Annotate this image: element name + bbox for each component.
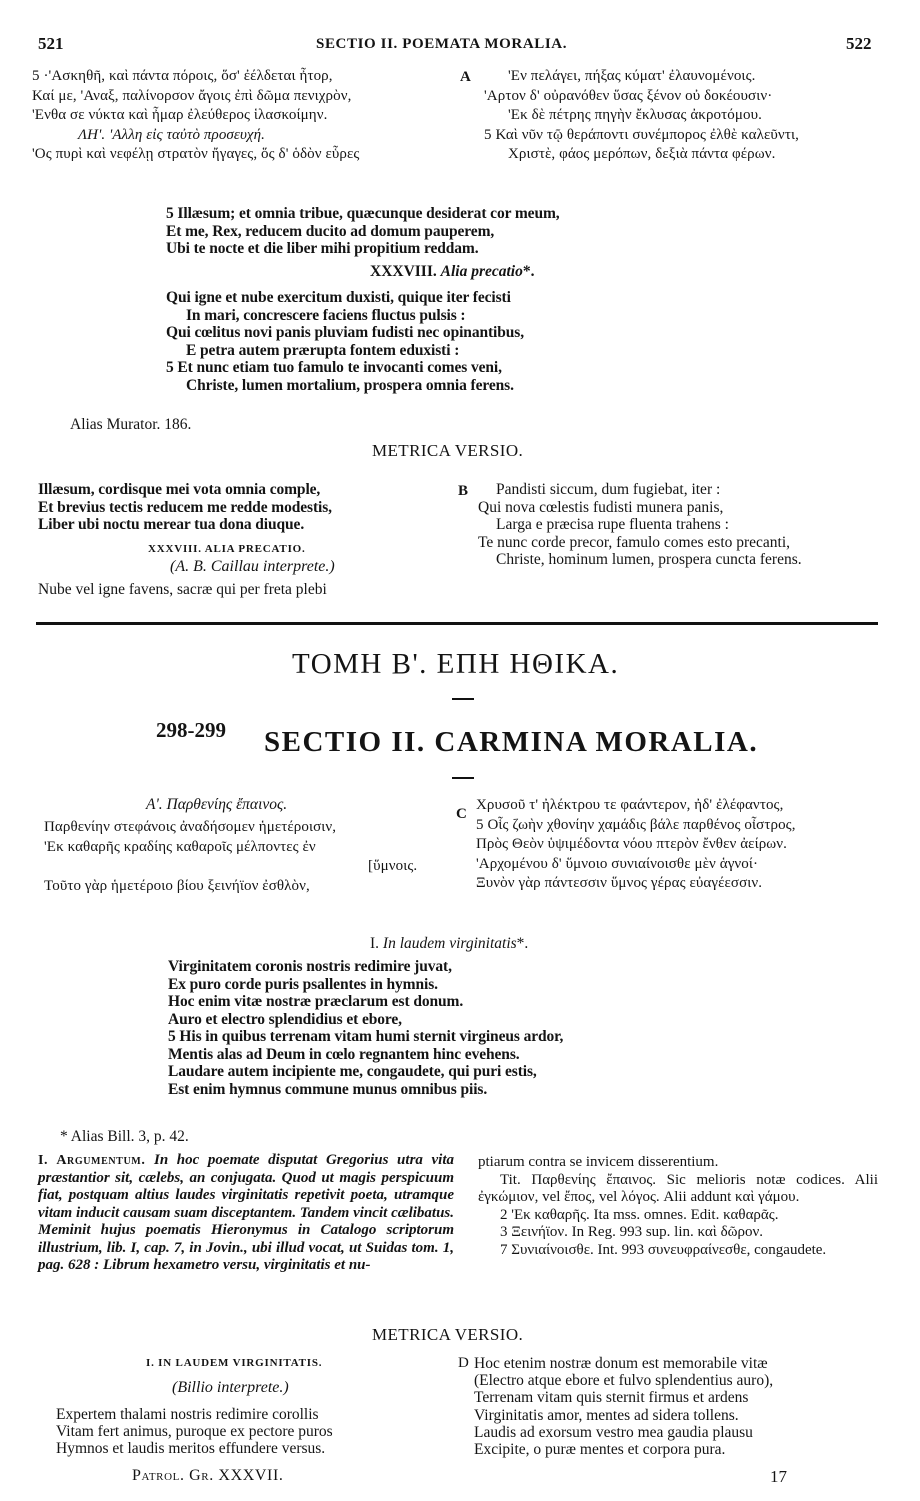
verse-line: Laudis ad exorsum vestro mea gaudia plausu xyxy=(474,1423,753,1441)
verse-line: 'Εκ καθαρῆς κραδίης καθαροῖς μέλποντες ἐν xyxy=(44,838,316,855)
column-numbers: 298-299 xyxy=(156,718,226,742)
section-divider xyxy=(36,622,878,625)
heading-mark: *. xyxy=(516,935,529,952)
footer-page-number: 17 xyxy=(770,1467,787,1486)
verse-line: Καί με, 'Αναξ, παλίνορσον ἄγοις ἐπὶ δῶμα πενιχρὸν, xyxy=(32,87,352,104)
verse-line: Liber ubi noctu merear tua dona diuque. xyxy=(38,516,305,533)
verse-line: E petra autem prærupta fontem eduxisti : xyxy=(186,341,460,359)
alias-note: Alias Murator. 186. xyxy=(70,416,192,433)
verse-line: 'Ος πυρὶ καὶ νεφέλῃ στρατὸν ἤγαγες, ὅς δ' ὁδὸν εὗρες xyxy=(32,146,360,162)
verse-line: Christe, lumen mortalium, prospera omnia ferens. xyxy=(186,376,514,394)
running-header: SECTIO II. POEMATA MORALIA. xyxy=(316,36,568,52)
poem-heading-xxxviii xyxy=(370,263,534,281)
verse-line: Qui igne et nube exercitum duxisti, quique iter fecisti xyxy=(166,289,511,306)
metrical-version-left-1 xyxy=(38,481,332,534)
verse-line: Et brevius tectis reducem me redde modestis, xyxy=(38,498,332,516)
verse-line: 'Ενθα σε νύκτα καὶ ἦμαρ ἐλεύθερος ἱλασκοίμην. xyxy=(32,107,328,123)
heading-mark: *. xyxy=(522,263,535,280)
verse-line: Est enim hymnus commune munus omnibus piis. xyxy=(168,1080,488,1098)
metrical-version-right-2 xyxy=(474,1355,773,1458)
verse-line: (Electro atque ebore et fulvo splendentius auro), xyxy=(474,1372,774,1390)
verse-line: Ex puro corde puris psallentes in hymnis. xyxy=(168,975,438,993)
note-paragraph: 3 Ξεινήϊον. In Reg. 993 sup. lin. καὶ δῶρον. xyxy=(500,1224,764,1240)
verse-line: Nube vel igne favens, sacræ qui per freta plebi xyxy=(38,581,327,598)
page-number-right: 522 xyxy=(846,34,872,53)
latin-translation-3 xyxy=(168,958,563,1098)
verse-line: Mentis alas ad Deum in cœlo regnantem hinc evehens. xyxy=(168,1045,520,1063)
metrical-version-left-2 xyxy=(56,1406,333,1457)
heading-title: Alia precatio xyxy=(440,263,523,280)
column-marker-a: A xyxy=(460,69,471,85)
verse-line: Pandisti siccum, dum fugiebat, iter : xyxy=(496,481,721,498)
metrica-versio-heading-1: METRICA VERSIO. xyxy=(372,441,524,460)
verse-line: Te nunc corde precor, famulo comes esto precanti, xyxy=(478,533,791,551)
verse-line: Hoc etenim nostræ donum est memorabile vitæ xyxy=(474,1355,768,1372)
verse-line: 'Αρχομένου δ' ὕμνοιο συνιαίνοισθε μὲν ἁγνοί· xyxy=(476,855,759,872)
verse-line: Πρὸς Θεὸν ὑψιμέδοντα νόου πτερὸν ἔνθεν ἀείρων. xyxy=(476,836,788,852)
verse-line: Et me, Rex, reducem ducito ad domum pauperem, xyxy=(166,222,495,240)
latin-translation-2 xyxy=(166,289,524,394)
poem-heading-greek: ΛΗ'. 'Αλλη εἰς ταὐτὸ προσευχή. xyxy=(78,126,266,143)
verse-line: Qui nova cœlestis fudisti munera panis, xyxy=(478,498,724,516)
greek-block-poem-a-right xyxy=(476,796,896,894)
greek-block-top-right xyxy=(484,67,894,165)
verse-line: Virginitatem coronis nostris redimire juvat, xyxy=(168,958,452,975)
verse-line: Excipite, o puræ mentes et corpora pura. xyxy=(474,1441,726,1459)
poem-heading-i xyxy=(370,935,528,953)
note-label: I. Argumentum. xyxy=(38,1153,146,1168)
verse-line: Illæsum, cordisque mei vota omnia comple, xyxy=(38,481,321,498)
verse-line: Terrenam vitam quis sternit firmus et ardens xyxy=(474,1389,749,1407)
verse-line: Virginitatis amor, mentes ad sidera tollens. xyxy=(474,1406,739,1424)
verse-line: Christe, hominum lumen, prospera cuncta ferens. xyxy=(496,551,802,568)
notes-left-column xyxy=(38,1152,454,1275)
notes-right-column xyxy=(478,1154,878,1259)
column-marker-c: C xyxy=(456,806,467,822)
verse-line-wrap: [ὕμνοις. xyxy=(368,858,418,874)
footer-signature: Patrol. Gr. XXXVII. xyxy=(132,1467,284,1484)
verse-line: Τοῦτο γὰρ ἡμετέροιο βίου ξεινήϊον ἐσθλὸν, xyxy=(44,877,310,894)
verse-line: In mari, concrescere faciens fluctus pulsis : xyxy=(186,306,466,324)
verse-line: 5 Καὶ νῦν τῷ θεράποντι συνέμπορος ἐλθὲ καλεῦντι, xyxy=(484,126,799,143)
latin-translation-1 xyxy=(166,205,560,258)
verse-line: Auro et electro splendidius et ebore, xyxy=(168,1010,402,1028)
verse-line: Hymnos et laudis meritos effundere versus. xyxy=(56,1440,326,1457)
column-marker-d: D xyxy=(458,1355,469,1371)
note-paragraph: Tit. Παρθενίης ἔπαινος. Sic melioris notæ codices. Alii ἐγκώμιον, vel ἔπος, vel λόγος. Alii addunt καὶ γάμου. xyxy=(478,1171,878,1205)
verse-line: 5 ·'Ασκηθῆ, καὶ πάντα πόροις, ὅσ' ἐέλδεται ἦτορ, xyxy=(32,68,333,84)
verse-line: 5 His in quibus terrenam vitam humi sternit virgineus ardor, xyxy=(168,1028,564,1045)
sub-heading-alia-precatio: XXXVIII. ALIA PRECATIO. xyxy=(148,543,306,555)
greek-block-top-left xyxy=(32,67,452,165)
verse-line: Larga e præcisa rupe fluenta trahens : xyxy=(496,516,729,533)
note-paragraph: 7 Συνιαίνοισθε. Int. 993 συνευφραίνεσθε, congaudete. xyxy=(500,1241,827,1258)
poem-heading-greek: Α'. Παρθενίης ἔπαινος. xyxy=(146,796,288,813)
metrica-versio-heading-2: METRICA VERSIO. xyxy=(372,1325,524,1344)
heading-number: XXXVIII. xyxy=(370,263,437,280)
verse-line: Vitam fert animus, puroque ex pectore puros xyxy=(56,1423,333,1440)
page-number-left: 521 xyxy=(38,34,64,53)
verse-line: 'Εκ δὲ πέτρης πηγὴν ἔκλυσας ἀκροτόμου. xyxy=(508,107,763,123)
verse-line: Χρυσοῦ τ' ἠλέκτρου τε φαάντερον, ἠδ' ἐλέφαντος, xyxy=(476,797,784,813)
verse-line: 5 Οἷς ζωὴν χθονίην χαμάδις βάλε παρθένος οἶστρος, xyxy=(476,816,796,833)
footnote-alias: * Alias Bill. 3, p. 42. xyxy=(60,1128,189,1145)
greek-block-poem-a-left xyxy=(44,818,454,896)
verse-line: Ubi te nocte et die liber mihi propitium reddam. xyxy=(166,240,479,257)
interpreter-billio: (Billio interprete.) xyxy=(172,1379,289,1396)
column-marker-b: B xyxy=(458,483,469,499)
verse-line: 5 Illæsum; et omnia tribue, quæcunque desiderat cor meum, xyxy=(166,205,560,222)
note-paragraph: ptiarum contra se invicem disserentium. xyxy=(478,1154,719,1170)
verse-line: Hoc enim vitæ nostræ præclarum est donum. xyxy=(168,993,464,1010)
verse-line: Χριστὲ, φάος μερόπων, δεξιὰ πάντα φέρων. xyxy=(508,146,776,162)
title-dash xyxy=(452,777,474,779)
heading-title: In laudem virginitatis xyxy=(382,935,517,952)
note-text: In hoc poemate disputat Gregorius utra vita præstantior sit, cælebs, an conjugata. Quod ut magis perspicuum fiat, postquam altius laudes virginitatis repetivit poeta, utramque vitam inducit causam suam disceptantem. Tandem vincit cælibatus. Meminit hujus poematis Hieronymus in Catalogo scriptorum illustrium, lib. I, cap. 7, in Jovin., ubi illud vocat, ut Suidas tom. 1, pag. 628 : Librum hexametro versu, virginitatis et nu- xyxy=(38,1152,454,1273)
tome-title: ΤΟΜΗ Β'. ΕΠΗ ΗΘΙΚΑ. xyxy=(292,648,620,680)
verse-line: Laudare autem incipiente me, congaudete, qui puri estis, xyxy=(168,1063,537,1080)
verse-line: Expertem thalami nostris redimire corollis xyxy=(56,1406,319,1423)
metrical-version-right-1 xyxy=(478,481,802,569)
section-title: SECTIO II. CARMINA MORALIA. xyxy=(264,726,759,758)
title-dash xyxy=(452,698,474,700)
heading-number: I. xyxy=(370,935,380,952)
verse-line: Παρθενίην στεφάνοις ἀναδήσομεν ἡμετέροισιν, xyxy=(44,819,337,835)
note-paragraph: 2 'Εκ καθαρῆς. Ita mss. omnes. Edit. καθαρᾶς. xyxy=(500,1206,779,1223)
sub-heading-in-laudem: I. IN LAUDEM VIRGINITATIS. xyxy=(146,1357,323,1369)
verse-line: 'Εν πελάγει, πήξας κύματ' ἐλαυνομένοις. xyxy=(508,68,756,84)
verse-line: 'Αρτον δ' οὐρανόθεν ὕσας ξένον οὐ δοκέουσιν· xyxy=(484,87,773,104)
interpreter-caillau: (A. B. Caillau interprete.) xyxy=(170,558,335,575)
verse-line: Ξυνὸν γὰρ πάντεσσιν ὕμνος γέρας εὐαγέεσσιν. xyxy=(476,875,763,891)
verse-line: Qui cœlitus novi panis pluviam fudisti nec opinantibus, xyxy=(166,324,525,341)
verse-line: 5 Et nunc etiam tuo famulo te invocanti comes veni, xyxy=(166,359,502,376)
